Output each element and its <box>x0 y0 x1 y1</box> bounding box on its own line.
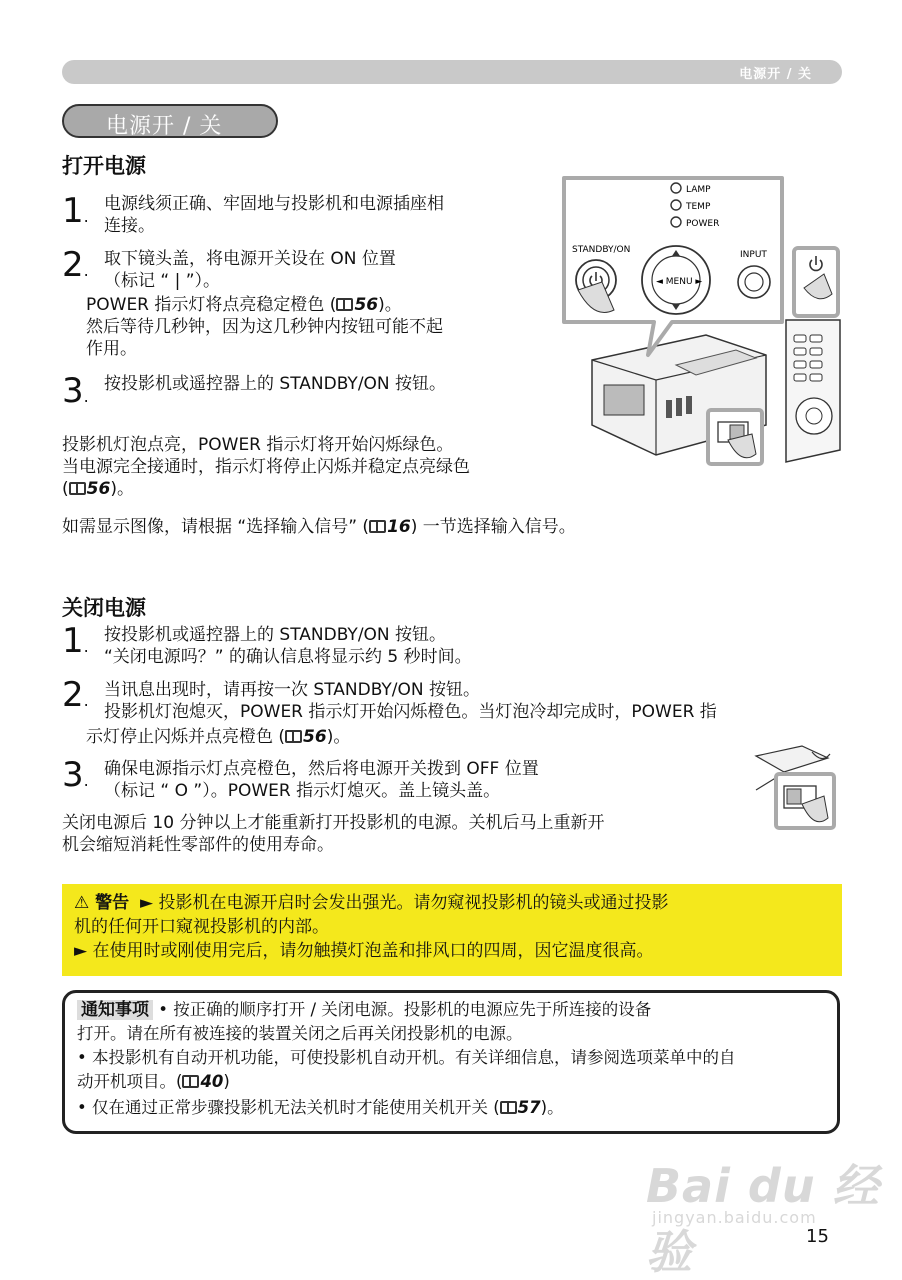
power-on-step-2-number: 2 . <box>62 248 89 288</box>
power-on-step-3: 按投影机或遥控器上的 STANDBY/ON 按钮。 <box>104 374 447 394</box>
power-off-step-3-number: 3 . <box>62 758 89 798</box>
manual-book-icon <box>182 1075 199 1088</box>
notice-line-4: 动开机项目。( 40) <box>77 1072 230 1091</box>
power-off-note: 关闭电源后 10 分钟以上才能重新打开投影机的电源。关机后马上重新开 机会缩短消耗性零部件的使用寿命。 <box>62 813 605 855</box>
manual-book-icon <box>500 1101 517 1114</box>
remote-control <box>786 320 840 462</box>
notice-line-3: • 本投影机有自动开机功能，可使投影机自动开机。有关详细信息，请参阅选项菜单中的自 <box>77 1048 736 1067</box>
watermark-brand: Bai du 经验 <box>646 1159 880 1279</box>
section-title: 电源开 / 关 <box>106 114 223 139</box>
display-input-note: 如需显示图像，请根据 “选择输入信号” ( 16) 一节选择输入信号。 <box>62 517 576 537</box>
section-title-pill <box>62 104 278 138</box>
page-number: 15 <box>806 1226 829 1247</box>
manual-book-icon <box>336 298 353 311</box>
power-on-result: 投影机灯泡点亮，POWER 指示灯将开始闪烁绿色。 当电源完全接通时，指示灯将停止闪烁并稳定点亮绿色 ( 56)。 <box>62 435 470 499</box>
header-section-tag: 电源开 / 关 <box>739 67 812 82</box>
power-on-heading: 打开电源 <box>62 154 146 178</box>
power-on-step-3-number: 3 . <box>62 374 89 414</box>
power-off-step-3: 确保电源指示灯点亮橙色，然后将电源开关拨到 OFF 位置 （标记 “ O ”）。POWER 指示灯熄灭。盖上镜头盖。 <box>104 759 539 801</box>
power-on-step-1: 电源线须正确、牢固地与投影机和电源插座相 连接。 <box>104 194 444 236</box>
notice-label: 通知事项 <box>77 1000 153 1020</box>
manual-book-icon <box>69 482 86 495</box>
notice-box <box>62 990 840 1134</box>
power-off-switch-illustration <box>752 744 838 834</box>
notice-line-2: 打开。请在所有被连接的装置关闭之后再关闭投影机的电源。 <box>77 1024 523 1043</box>
power-off-step-2: 当讯息出现时，请再按一次 STANDBY/ON 按钮。 投影机灯泡熄灭，POWER 指示灯开始闪烁橙色。当灯泡冷却完成时，POWER 指 <box>104 680 717 722</box>
watermark-url: jingyan.baidu.com <box>652 1208 817 1227</box>
standby-button-label: STANDBY/ON <box>572 245 631 255</box>
control-panel-callout <box>564 178 782 355</box>
power-off-step-1: 按投影机或遥控器上的 STANDBY/ON 按钮。 “关闭电源吗？” 的确认信息将显示约 5 秒时间。 <box>104 625 472 667</box>
power-on-step-1-number: 1 . <box>62 194 89 234</box>
manual-book-icon <box>369 520 386 533</box>
menu-button-label: ◄ MENU ► <box>656 277 703 287</box>
manual-book-icon <box>285 730 302 743</box>
warning-line-3: ► 在使用时或刚使用完后，请勿触摸灯泡盖和排风口的四周，因它温度很高。 <box>74 941 654 961</box>
input-button-label: INPUT <box>740 250 767 260</box>
temp-indicator-label: TEMP <box>686 202 711 212</box>
remote-standby-callout <box>794 248 838 316</box>
header-bar <box>62 60 842 84</box>
power-indicator-label: POWER <box>686 219 720 229</box>
warning-line-1: ► 投影机在电源开启时会发出强光。请勿窥视投影机的镜头或通过投影 <box>139 893 669 913</box>
power-on-step-2: 取下镜头盖，将电源开关设在 ON 位置 （标记 “ | ”）。 <box>104 249 396 291</box>
power-switch-inset <box>708 410 762 464</box>
baidu-jingyan-watermark <box>646 1150 902 1280</box>
lamp-indicator-label: LAMP <box>686 185 711 195</box>
power-off-step-2-tail: 示灯停止闪烁并点亮橙色 ( 56)。 <box>86 727 351 747</box>
power-off-heading: 关闭电源 <box>62 596 146 620</box>
warning-label: ⚠ 警告 <box>74 893 130 913</box>
power-off-step-1-number: 1 . <box>62 624 89 664</box>
power-on-step-2-detail: POWER 指示灯将点亮稳定橙色 ( 56)。 然后等待几秒钟，因为这几秒钟内按钮可能不起 作用。 <box>86 295 443 359</box>
notice-line-1: • 按正确的顺序打开 / 关闭电源。投影机的电源应先于所连接的设备 <box>158 1000 652 1019</box>
warning-box <box>62 884 842 976</box>
projector-control-illustration <box>556 170 846 470</box>
warning-line-2: 机的任何开口窥视投影机的内部。 <box>74 917 329 937</box>
notice-line-5: • 仅在通过正常步骤投影机无法关机时才能使用关机开关 ( 57)。 <box>77 1098 564 1117</box>
power-off-step-2-number: 2 . <box>62 678 89 718</box>
